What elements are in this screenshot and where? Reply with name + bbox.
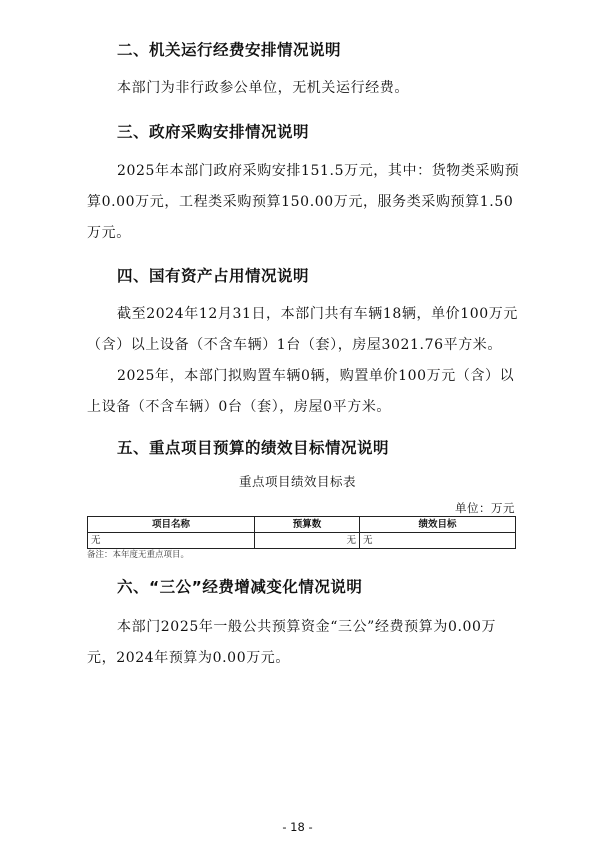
paragraph-line: （含）以上设备（不含车辆）1台（套），房屋3021.76平方米。 <box>87 337 502 353</box>
heading-s5: 五、重点项目预算的绩效目标情况说明 <box>117 439 390 457</box>
table-note: 备注：本年度无重点项目。 <box>87 550 190 560</box>
paragraph-s6 <box>87 612 507 674</box>
performance-table <box>87 516 516 549</box>
table-cell: 无 <box>360 533 516 549</box>
paragraph-line: 万元。 <box>87 225 131 241</box>
heading-s3: 三、政府采购安排情况说明 <box>117 123 310 141</box>
table-header-row <box>88 517 516 533</box>
paragraph-s2 <box>87 73 507 104</box>
table-title: 重点项目绩效目标表 <box>238 474 356 489</box>
paragraph-line: 本部门2025年一般公共预算资金“三公”经费预算为0.00万 <box>117 619 497 635</box>
table-cell: 无 <box>88 533 255 549</box>
heading-s6: 六、“三公”经费增减变化情况说明 <box>117 578 363 596</box>
paragraph-s4-1 <box>87 299 518 361</box>
column-header: 绩效目标 <box>360 517 516 533</box>
column-header: 项目名称 <box>88 517 255 533</box>
table-row <box>88 533 516 549</box>
paragraph-line: 本部门为非行政参公单位，无机关运行经费。 <box>117 80 409 96</box>
table-cell: 无 <box>255 533 360 549</box>
heading-s4: 四、国有资产占用情况说明 <box>117 267 310 285</box>
heading-s2: 二、机关运行经费安排情况说明 <box>117 41 342 59</box>
paragraph-line: 2025年本部门政府采购安排151.5万元，其中：货物类采购预 <box>117 163 520 179</box>
paragraph-line: 上设备（不含车辆）0台（套），房屋0平方米。 <box>87 399 392 415</box>
table-unit: 单位：万元 <box>455 501 515 515</box>
paragraph-line: 元，2024年预算为0.00万元。 <box>87 650 291 666</box>
paragraph-line: 算0.00万元，工程类采购预算150.00万元，服务类采购预算1.50 <box>87 194 514 210</box>
paragraph-line: 2025年，本部门拟购置车辆0辆，购置单价100万元（含）以 <box>117 368 515 384</box>
column-header: 预算数 <box>255 517 360 533</box>
page-number: - 18 - <box>282 820 313 834</box>
paragraph-s4-2 <box>87 361 515 423</box>
paragraph-s3 <box>87 156 520 249</box>
paragraph-line: 截至2024年12月31日，本部门共有车辆18辆，单价100万元 <box>117 306 518 322</box>
